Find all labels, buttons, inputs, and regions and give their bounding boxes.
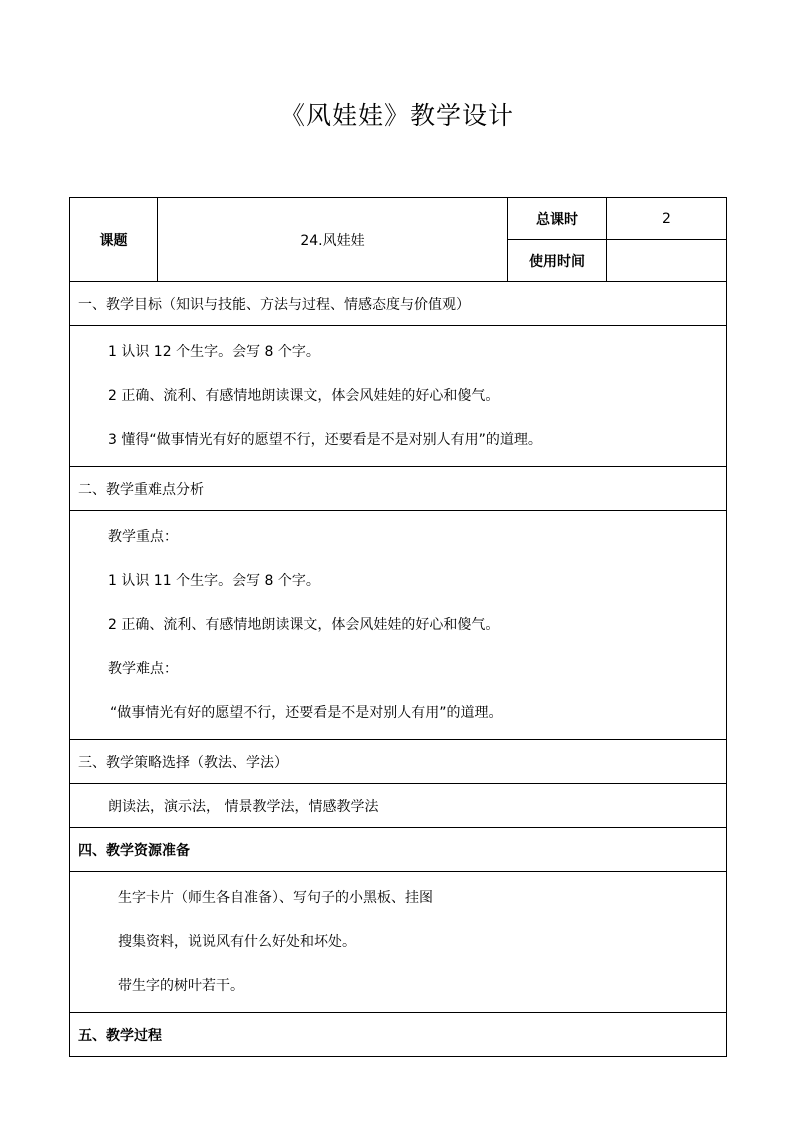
- strategy-heading-row: [70, 740, 727, 784]
- difficulty-text: “做事情光有好的愿望不行，还要看是不是对别人有用”的道理。: [110, 705, 503, 721]
- resource-item: 搜集资料，说说风有什么好处和坏处。: [118, 934, 356, 950]
- strategy-heading: 三、教学策略选择（教法、学法）: [70, 740, 727, 784]
- resource-item: 生字卡片（师生各自准备）、写句子的小黑板、挂图: [118, 890, 433, 906]
- topic-value: 24.风娃娃: [158, 198, 508, 282]
- topic-label: 课题: [70, 198, 158, 282]
- key-points-heading: 二、教学重难点分析: [70, 467, 727, 511]
- key-points-heading-row: [70, 467, 727, 511]
- strategy-body-row: [70, 784, 727, 828]
- focus-item: 2 正确、流利、有感情地朗读课文，体会风娃娃的好心和傻气。: [108, 617, 500, 633]
- total-hours-value: 2: [607, 198, 727, 240]
- objective-item: 2 正确、流利、有感情地朗读课文，体会风娃娃的好心和傻气。: [108, 388, 500, 404]
- process-heading: 五、教学过程: [70, 1013, 727, 1057]
- total-hours-label: 总课时: [508, 198, 607, 240]
- objectives-body: [70, 326, 727, 467]
- lesson-plan-table: [69, 197, 727, 1057]
- resources-body: [70, 872, 727, 1013]
- objective-item: 1 认识 12 个生字。会写 8 个字。: [108, 344, 320, 360]
- objectives-heading-row: [70, 282, 727, 326]
- objective-item: 3 懂得“做事情光有好的愿望不行，还要看是不是对别人有用”的道理。: [108, 432, 542, 448]
- objectives-body-row: [70, 326, 727, 467]
- resources-heading-row: [70, 828, 727, 872]
- resource-item: 带生字的树叶若干。: [118, 978, 244, 994]
- document-title: 《风娃娃》教学设计: [279, 101, 514, 130]
- focus-label: 教学重点：: [108, 529, 178, 545]
- use-time-label: 使用时间: [508, 240, 607, 282]
- key-points-body: [70, 511, 727, 740]
- resources-heading: 四、教学资源准备: [70, 828, 727, 872]
- strategy-text: 朗读法，演示法， 情景教学法，情感教学法: [70, 784, 727, 828]
- use-time-value: [607, 240, 727, 282]
- objectives-heading: 一、教学目标（知识与技能、方法与过程、情感态度与价值观）: [70, 282, 727, 326]
- process-heading-row: [70, 1013, 727, 1057]
- focus-item: 1 认识 11 个生字。会写 8 个字。: [108, 573, 320, 589]
- resources-body-row: [70, 872, 727, 1013]
- key-points-body-row: [70, 511, 727, 740]
- difficulty-label: 教学难点：: [108, 661, 178, 677]
- header-row-1: [70, 198, 727, 240]
